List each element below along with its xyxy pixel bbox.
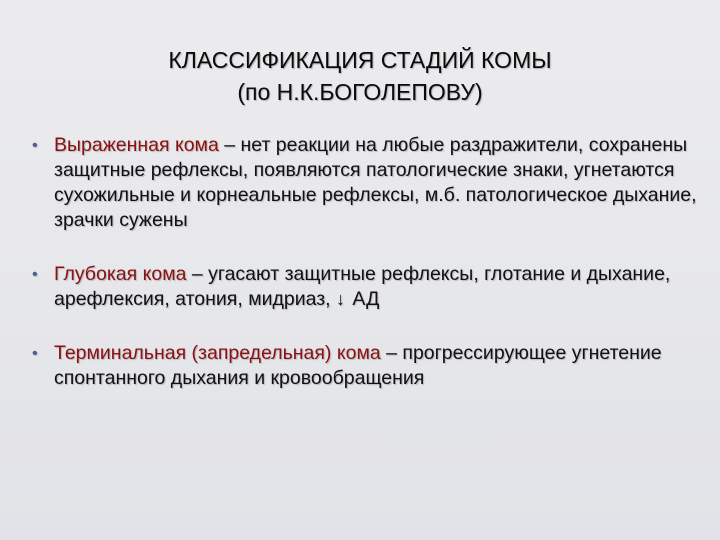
term-terminal-coma: Терминальная (запредельная) кома xyxy=(54,342,381,364)
bullet-item-terminal-coma xyxy=(30,341,700,391)
bullet-tail: АД xyxy=(347,288,380,310)
arrow-down-icon: ↓ xyxy=(336,289,346,309)
term-expressed-coma: Выраженная кома xyxy=(54,134,219,156)
term-deep-coma: Глубокая кома xyxy=(54,263,187,285)
title-line-1: КЛАССИФИКАЦИЯ СТАДИЙ КОМЫ xyxy=(168,47,552,73)
bullet-marker: • xyxy=(32,266,38,283)
bullet-marker: • xyxy=(32,345,38,362)
bullet-text: – нет реакции на любые раздражители, сохранены защитные рефлексы, появляются патологические знаки, угнетаются сухожильные и корнеальные рефлексы, м.б. патологическое дыхание, зрачки сужены xyxy=(54,134,697,231)
bullet-item-deep-coma xyxy=(30,262,700,312)
slide-title xyxy=(60,44,660,108)
bullet-text: – угасают защитные рефлексы, глотание и дыхание, арефлексия, атония, мидриаз, xyxy=(54,263,671,310)
bullet-list xyxy=(30,133,700,391)
bullet-text: – прогрессирующее угнетение спонтанного дыхания и кровообращения xyxy=(54,342,662,389)
title-line-2: (по Н.К.БОГОЛЕПОВУ) xyxy=(237,79,483,105)
bullet-marker: • xyxy=(32,137,38,154)
bullet-item-expressed-coma xyxy=(30,133,700,233)
